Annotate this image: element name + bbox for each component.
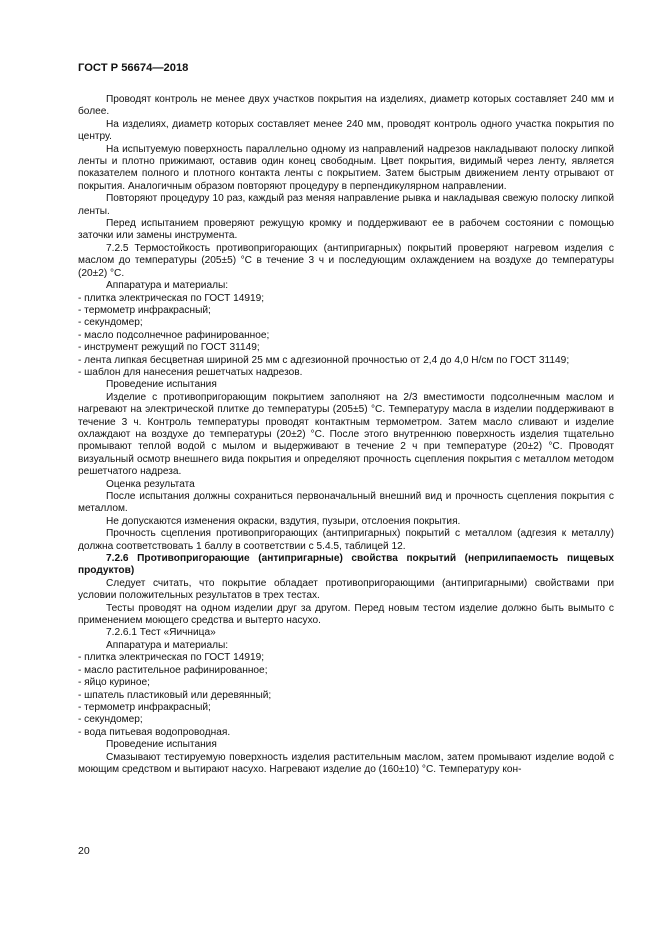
list-item: - шаблон для нанесения решетчатых надрезов. <box>78 366 303 378</box>
paragraph: Прочность сцепления противопригорающих (антипригарных) покрытий с металлом (адгезия к металлу) должна соответствовать 1 баллу в соответствии с 5.4.5, таблицей 12. <box>78 528 614 552</box>
list-item: - секундомер; <box>78 317 143 329</box>
list-item: - вода питьевая водопроводная. <box>78 726 231 738</box>
result-evaluation-heading: Оценка результата <box>106 478 195 490</box>
section-7-2-6-1-heading: 7.2.6.1 Тест «Яичница» <box>106 627 216 639</box>
paragraph: Повторяют процедуру 10 раз, каждый раз меняя направление рывка и накладывая свежую полоску липкой ленты. <box>78 193 614 217</box>
paragraph: Проводят контроль не менее двух участков покрытия на изделиях, диаметр которых составляет 240 мм и более. <box>78 94 614 118</box>
paragraph: Не допускаются изменения окраски, вздутия, пузыри, отслоения покрытия. <box>106 515 461 527</box>
section-7-2-5-paragraph: 7.2.5 Термостойкость противопригорающих (антипригарных) покрытий проверяют нагревом изделия с маслом до температуры (205±5) °С в течение 3 ч и последующим охлаждением на воздухе до температуры (20±2) °С. <box>78 242 614 279</box>
test-procedure-heading: Проведение испытания <box>106 739 217 751</box>
list-item: - термометр инфракрасный; <box>78 701 211 713</box>
paragraph: Следует считать, что покрытие обладает противопригорающими (антипригарными) свойствами при условии положительных результатов в трех тестах. <box>78 577 614 602</box>
page-number: 20 <box>78 845 90 857</box>
test-procedure-heading: Проведение испытания <box>106 379 217 391</box>
paragraph: Смазывают тестируемую поверхность изделия растительным маслом, затем промывают изделие водой с моющим средством и вытирают насухо. Нагревают изделие до (160±10) °С. Температуру кон- <box>78 751 614 775</box>
list-item: - плитка электрическая по ГОСТ 14919; <box>78 292 265 304</box>
paragraph: Тесты проводят на одном изделии друг за другом. Перед новым тестом изделие должно быть вымыто с применением моющего средства и вытерто насухо. <box>78 602 614 627</box>
list-item: - инструмент режущий по ГОСТ 31149; <box>78 342 260 354</box>
paragraph: На изделиях, диаметр которых составляет менее 240 мм, проводят контроль одного участка покрытия по центру. <box>78 118 614 143</box>
list-item: - лента липкая бесцветная шириной 25 мм с адгезионной прочностью от 2,4 до 4,0 Н/см по ГОСТ 31149; <box>78 354 570 366</box>
list-item: - масло подсолнечное рафинированное; <box>78 329 270 341</box>
paragraph: Перед испытанием проверяют режущую кромку и поддерживают ее в рабочем состоянии с помощью заточки или замены инструмента. <box>78 218 614 242</box>
paragraph: После испытания должны сохраниться первоначальный внешний вид и прочность сцепления покрытия с металлом. <box>78 491 614 515</box>
equipment-heading: Аппаратура и материалы: <box>106 639 229 651</box>
list-item: - масло растительное рафинированное; <box>78 664 268 676</box>
section-7-2-6-heading: 7.2.6 Противопригорающие (антипригарные) свойства покрытий (неприлипаемость пищевых продуктов) <box>78 553 614 577</box>
standard-header: ГОСТ Р 56674—2018 <box>78 62 189 74</box>
list-item: - секундомер; <box>78 714 143 726</box>
paragraph: Изделие с противопригорающим покрытием заполняют на 2/3 вместимости подсолнечным маслом и нагревают на электрической плитке до температуры (205±5) °С. Температуру масла в изделии поддерживают в течение 3 ч. Контроль температуры проводят контактным термометром. Затем масло сливают и изделие охлаждают на воздухе до температуры (20±2) °С. После этого внутреннюю поверхность изделия тщательно промывают теплой водой с мылом и выдерживают в течение 2 ч при температуре (20±2) °С. Проводят визуальный осмотр внешнего вида покрытия и определяют прочность сцепления покрытия с металлом методом решетчатого надреза. <box>78 391 614 478</box>
paragraph: На испытуемую поверхность параллельно одному из направлений надрезов накладывают полоску липкой ленты и плотно прижимают, оставив один конец свободным. Цвет покрытия, видимый через ленту, является показателем полного и плотного контакта ленты с покрытием. Затем быстрым движением ленту отрывают от покрытия. Аналогичным образом повторяют процедуру в перпендикулярном направлении. <box>78 143 614 192</box>
list-item: - яйцо куриное; <box>78 677 150 689</box>
equipment-heading: Аппаратура и материалы: <box>106 280 229 292</box>
list-item: - термометр инфракрасный; <box>78 304 211 316</box>
list-item: - шпатель пластиковый или деревянный; <box>78 689 272 701</box>
list-item: - плитка электрическая по ГОСТ 14919; <box>78 652 265 664</box>
document-body <box>78 94 614 776</box>
